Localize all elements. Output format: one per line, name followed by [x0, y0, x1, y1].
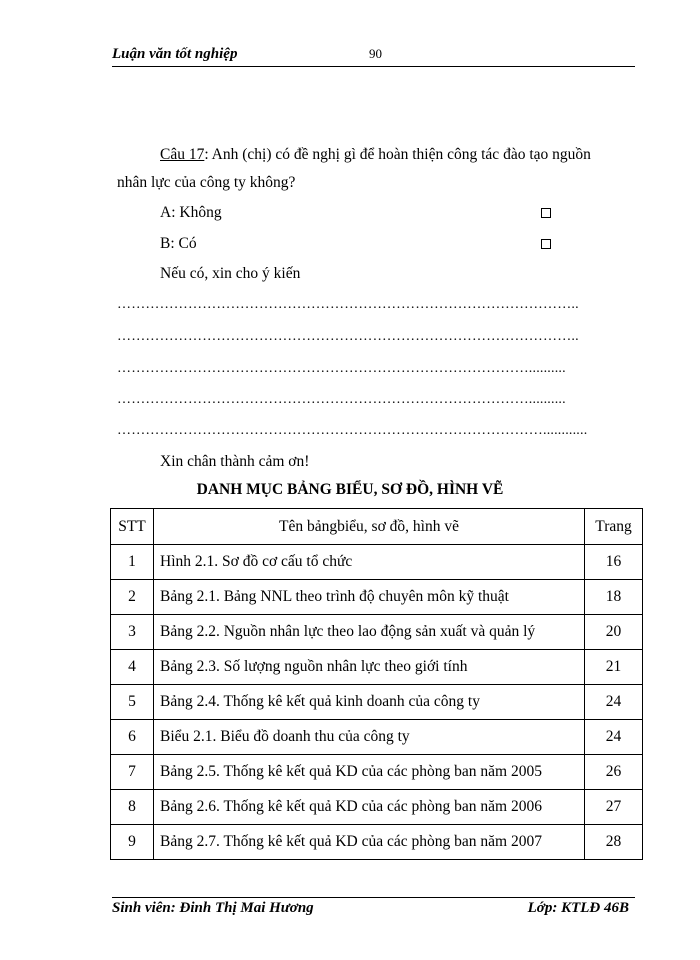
answer-line-2[interactable]: …………………………………………………………………………………….. [117, 329, 579, 344]
question-line-1 [160, 146, 591, 164]
option-b-checkbox[interactable] [541, 239, 551, 249]
row-name: Bảng 2.1. Bảng NNL theo trình độ chuyên môn kỹ thuật [154, 580, 585, 615]
answer-line-3[interactable]: …………………………………………………………………………….......... [117, 361, 566, 376]
row-page: 21 [585, 650, 643, 685]
answer-line-1[interactable]: …………………………………………………………………………………….. [117, 297, 579, 312]
answer-line-4[interactable]: …………………………………………………………………………….......... [117, 392, 566, 407]
row-stt: 9 [111, 825, 154, 860]
answer-line-5[interactable]: ………………………………………………………………………………............ [117, 423, 588, 438]
header-stt: STT [111, 509, 154, 545]
question-label: Câu 17 [160, 146, 205, 163]
page-number: 90 [369, 46, 382, 61]
table-row [111, 685, 643, 720]
row-page: 18 [585, 580, 643, 615]
row-stt: 1 [111, 545, 154, 580]
footer-student: Sinh viên: Đinh Thị Mai Hương [112, 900, 314, 916]
table-row [111, 580, 643, 615]
toc-title: DANH MỤC BẢNG BIỂU, SƠ ĐỒ, HÌNH VẼ [196, 481, 504, 498]
page-footer [112, 897, 635, 920]
header-name: Tên bảngbiểu, sơ đồ, hình vẽ [154, 509, 585, 545]
row-page: 20 [585, 615, 643, 650]
row-name: Biểu 2.1. Biểu đồ doanh thu của công ty [154, 720, 585, 755]
row-page: 26 [585, 755, 643, 790]
row-stt: 6 [111, 720, 154, 755]
row-stt: 8 [111, 790, 154, 825]
question-line-2: nhân lực của công ty không? [117, 174, 296, 191]
row-name: Bảng 2.5. Thống kê kết quả KD của các phòng ban năm 2005 [154, 755, 585, 790]
row-page: 27 [585, 790, 643, 825]
row-name: Bảng 2.6. Thống kê kết quả KD của các phòng ban năm 2006 [154, 790, 585, 825]
row-name: Bảng 2.3. Số lượng nguồn nhân lực theo giới tính [154, 650, 585, 685]
row-page: 24 [585, 685, 643, 720]
toc-table [110, 508, 643, 860]
row-name: Bảng 2.4. Thống kê kết quả kinh doanh của công ty [154, 685, 585, 720]
question-text-1: : Anh (chị) có đề nghị gì để hoàn thiện công tác đào tạo nguồn [204, 146, 591, 163]
row-stt: 5 [111, 685, 154, 720]
follow-up-text: Nếu có, xin cho ý kiến [160, 265, 301, 282]
table-row [111, 790, 643, 825]
header-title: Luận văn tốt nghiệp [112, 46, 238, 62]
row-stt: 4 [111, 650, 154, 685]
row-name: Bảng 2.7. Thống kê kết quả KD của các phòng ban năm 2007 [154, 825, 585, 860]
table-row [111, 545, 643, 580]
row-name: Bảng 2.2. Nguồn nhân lực theo lao động sản xuất và quản lý [154, 615, 585, 650]
option-b-label: B: Có [160, 235, 197, 252]
option-a-checkbox[interactable] [541, 208, 551, 218]
header-page: Trang [585, 509, 643, 545]
row-stt: 2 [111, 580, 154, 615]
row-stt: 7 [111, 755, 154, 790]
page-header [112, 44, 635, 67]
row-stt: 3 [111, 615, 154, 650]
footer-class: Lớp: KTLĐ 46B [527, 900, 629, 916]
table-row [111, 615, 643, 650]
table-row [111, 720, 643, 755]
option-a-label: A: Không [160, 204, 222, 221]
table-row [111, 755, 643, 790]
table-row [111, 650, 643, 685]
table-row [111, 825, 643, 860]
row-page: 16 [585, 545, 643, 580]
row-page: 28 [585, 825, 643, 860]
toc-header-row [111, 509, 643, 545]
closing-text: Xin chân thành cảm ơn! [160, 453, 310, 470]
row-name: Hình 2.1. Sơ đồ cơ cấu tổ chức [154, 545, 585, 580]
row-page: 24 [585, 720, 643, 755]
